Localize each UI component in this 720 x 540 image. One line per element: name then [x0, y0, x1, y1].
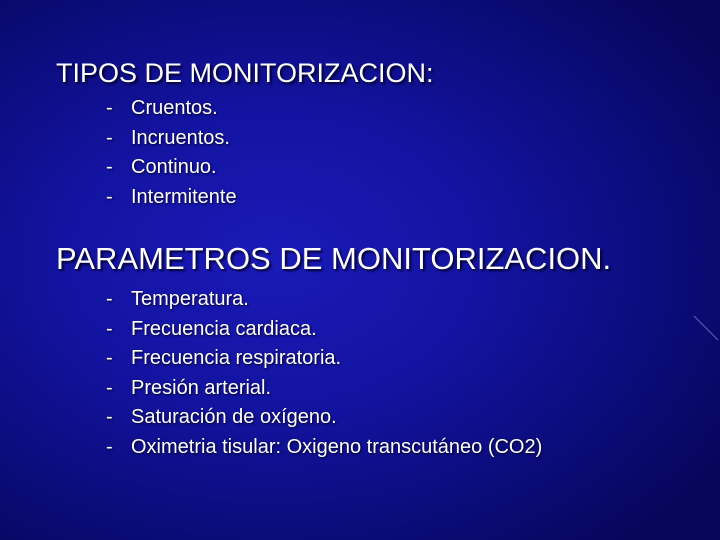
bullet-dash: - [106, 406, 113, 428]
heading-monitoring-types: TIPOS DE MONITORIZACION: [56, 58, 434, 88]
bullet-dash: - [106, 185, 113, 208]
bullet-dash: - [106, 376, 113, 399]
list-item-text: Incruentos. [131, 126, 230, 149]
list-item-text: Oximetria tisular: Oxigeno transcutáneo (CO2) [131, 435, 543, 458]
list-item-text: Frecuencia cardiaca. [131, 317, 317, 340]
bullet-dash: - [106, 317, 113, 340]
decorative-line [690, 310, 720, 350]
bullet-dash: - [106, 288, 113, 310]
list-item-text: Saturación de oxígeno. [131, 406, 337, 428]
bullet-dash: - [106, 126, 113, 149]
bullet-dash: - [106, 97, 113, 119]
list-item-text: Frecuencia respiratoria. [131, 347, 342, 369]
list-item-text: Cruentos. [131, 97, 218, 119]
list-item-text: Intermitente [131, 185, 237, 208]
bullet-dash: - [106, 347, 113, 369]
list-item-text: Temperatura. [131, 288, 249, 310]
list-item-text: Continuo. [131, 156, 217, 178]
bullet-dash: - [106, 156, 113, 178]
heading-monitoring-parameters: PARAMETROS DE MONITORIZACION. [56, 241, 612, 276]
list-item-text: Presión arterial. [131, 376, 272, 399]
bullet-dash: - [106, 435, 113, 458]
